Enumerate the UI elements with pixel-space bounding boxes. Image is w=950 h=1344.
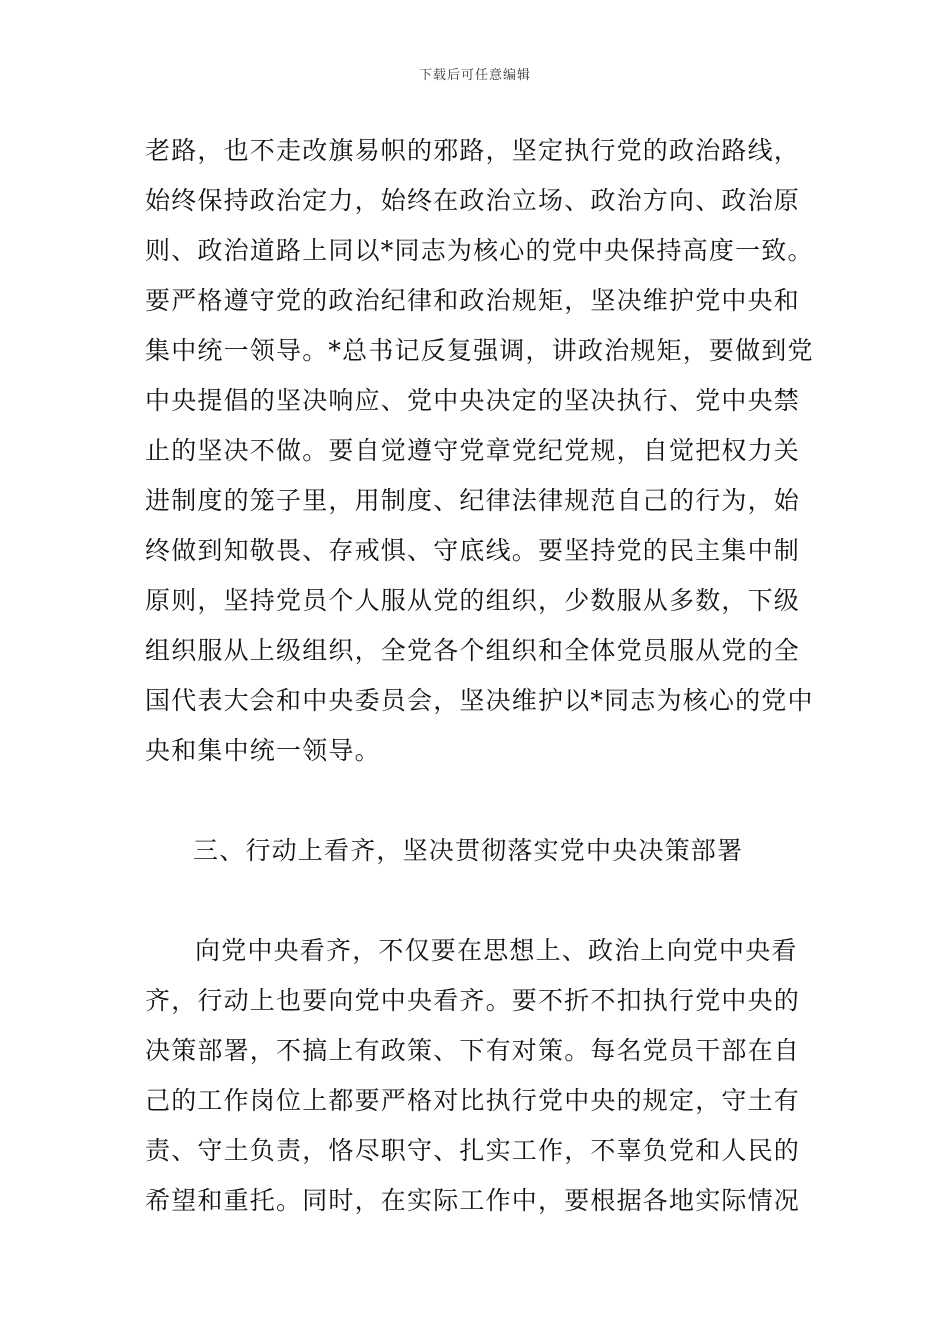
paragraph-line: 国代表大会和中央委员会，坚决维护以*同志为核心的党中 <box>145 686 814 715</box>
paragraph-line: 要严格遵守党的政治纪律和政治规矩，坚决维护党中央和 <box>145 286 801 315</box>
paragraph-line: 老路，也不走改旗易帜的邪路，坚定执行党的政治路线， <box>145 136 801 165</box>
page-header: 下载后可任意编辑 <box>418 68 531 83</box>
paragraph-line: 向党中央看齐，不仅要在思想上、政治上向党中央看 <box>195 936 798 965</box>
paragraph-line: 责、守土负责，恪尽职守、扎实工作，不辜负党和人民的 <box>145 1136 801 1165</box>
paragraph-line: 止的坚决不做。要自觉遵守党章党纪党规，自觉把权力关 <box>145 436 801 465</box>
paragraph-line: 则、政治道路上同以*同志为核心的党中央保持高度一致。 <box>145 236 814 265</box>
paragraph-line: 集中统一领导。*总书记反复强调，讲政治规矩，要做到党 <box>145 336 814 365</box>
paragraph-line: 己的工作岗位上都要严格对比执行党中央的规定，守土有 <box>145 1086 801 1115</box>
paragraph-line: 原则，坚持党员个人服从党的组织，少数服从多数，下级 <box>145 586 801 615</box>
paragraph-line: 央和集中统一领导。 <box>145 736 381 765</box>
paragraph-line: 齐，行动上也要向党中央看齐。要不折不扣执行党中央的 <box>145 986 801 1015</box>
paragraph-action-alignment <box>145 926 810 1226</box>
paragraph-line: 终做到知敬畏、存戒惧、守底线。要坚持党的民主集中制 <box>145 536 801 565</box>
paragraph-line: 中央提倡的坚决响应、党中央决定的坚决执行、党中央禁 <box>145 386 801 415</box>
paragraph-line: 希望和重托。同时，在实际工作中，要根据各地实际情况 <box>145 1186 801 1215</box>
section-heading: 三、行动上看齐，坚决贯彻落实党中央决策部署 <box>193 836 744 865</box>
paragraph-line: 决策部署，不搞上有政策、下有对策。每名党员干部在自 <box>145 1036 801 1065</box>
paragraph-line: 组织服从上级组织，全党各个组织和全体党员服从党的全 <box>145 636 801 665</box>
paragraph-line: 始终保持政治定力，始终在政治立场、政治方向、政治原 <box>145 186 801 215</box>
paragraph-line: 进制度的笼子里，用制度、纪律法律规范自己的行为，始 <box>145 486 801 515</box>
paragraph-political-alignment <box>145 126 814 776</box>
